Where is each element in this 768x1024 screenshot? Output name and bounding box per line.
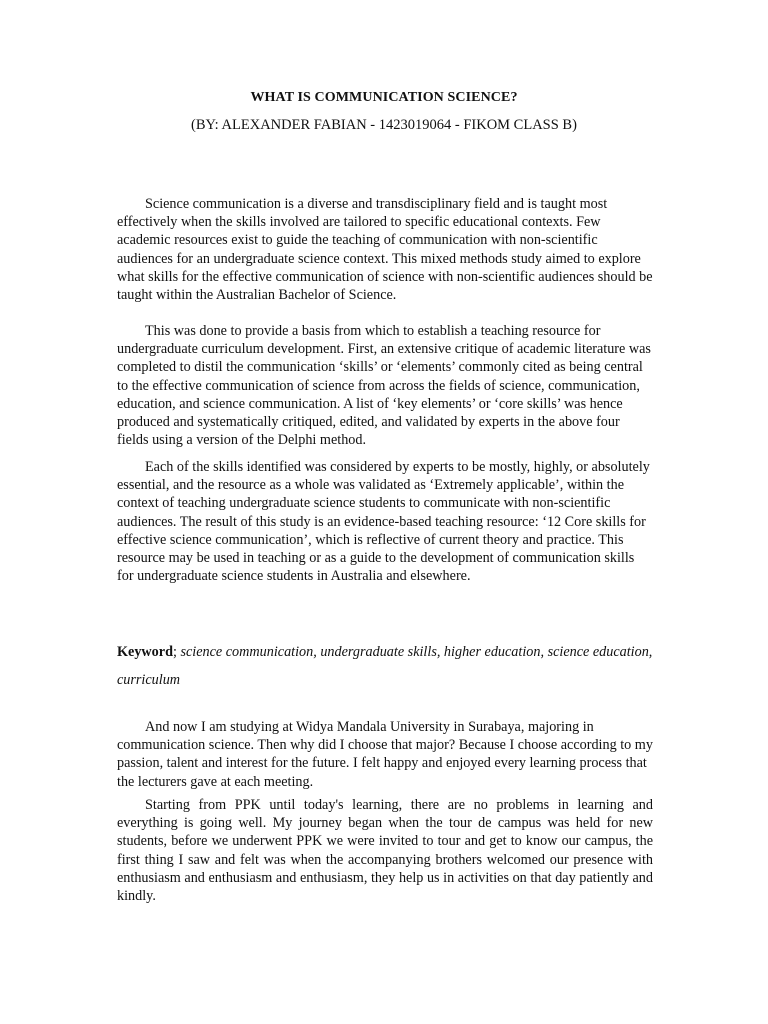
abstract-paragraph-2: This was done to provide a basis from which to establish a teaching resource for undergraduate curriculum development. First, an extensive critique of academic literature was completed to distil the communication ‘skills’ or ‘elements’ commonly cited as being central to the effective communication of science from across the fields of science, communication, education, and science communication. A list of ‘key elements’ or ‘core skills’ was hence produced and systematically critiqued, edited, and validated by experts in the above four fields using a version of the Delphi method. [117, 323, 651, 449]
keyword-terms: science communication, undergraduate skills, higher education, science education, curriculum [117, 644, 653, 688]
body-paragraph-2: Starting from PPK until today's learning, there are no problems in learning and everything is going well. My journey began when the tour de campus was held for new students, before we underwent PPK we were invited to tour and get to know our campus, the first thing I saw and felt was when the accompanying brothers welcomed our presence with enthusiasm and enthusiasm and enthusiasm, they help us in activities on that day patiently and kindly. [117, 797, 653, 905]
abstract-paragraph-3: Each of the skills identified was considered by experts to be mostly, highly, or absolutely essential, and the resource as a whole was validated as ‘Extremely applicable’, within the context of teaching undergraduate science students to communicate with non-scientific audiences. The result of this study is an evidence-based teaching resource: ‘12 Core skills for effective science communication’, which is reflective of current theory and practice. This resource may be used in teaching or as a guide to the development of communication skills for undergraduate science students in Australia and elsewhere. [117, 459, 650, 585]
keyword-line [117, 638, 653, 694]
keyword-label: Keyword [117, 644, 173, 660]
keyword-separator: ; [172, 644, 177, 660]
author-byline: (BY: ALEXANDER FABIAN - 1423019064 - FIKOM CLASS B) [191, 117, 577, 133]
body-paragraph-1: And now I am studying at Widya Mandala University in Surabaya, majoring in communication science. Then why did I choose that major? Because I choose according to my passion, talent and interest for the future. I felt happy and enjoyed every learning process that the lecturers gave at each meeting. [117, 719, 653, 790]
abstract-paragraph-1: Science communication is a diverse and transdisciplinary field and is taught most effectively when the skills involved are tailored to specific educational contexts. Few academic resources exist to guide the teaching of communication with non-scientific audiences for an undergraduate science context. This mixed methods study aimed to explore what skills for the effective communication of science with non-scientific audiences should be taught within the Australian Bachelor of Science. [117, 196, 653, 304]
document-title: WHAT IS COMMUNICATION SCIENCE? [250, 90, 518, 105]
